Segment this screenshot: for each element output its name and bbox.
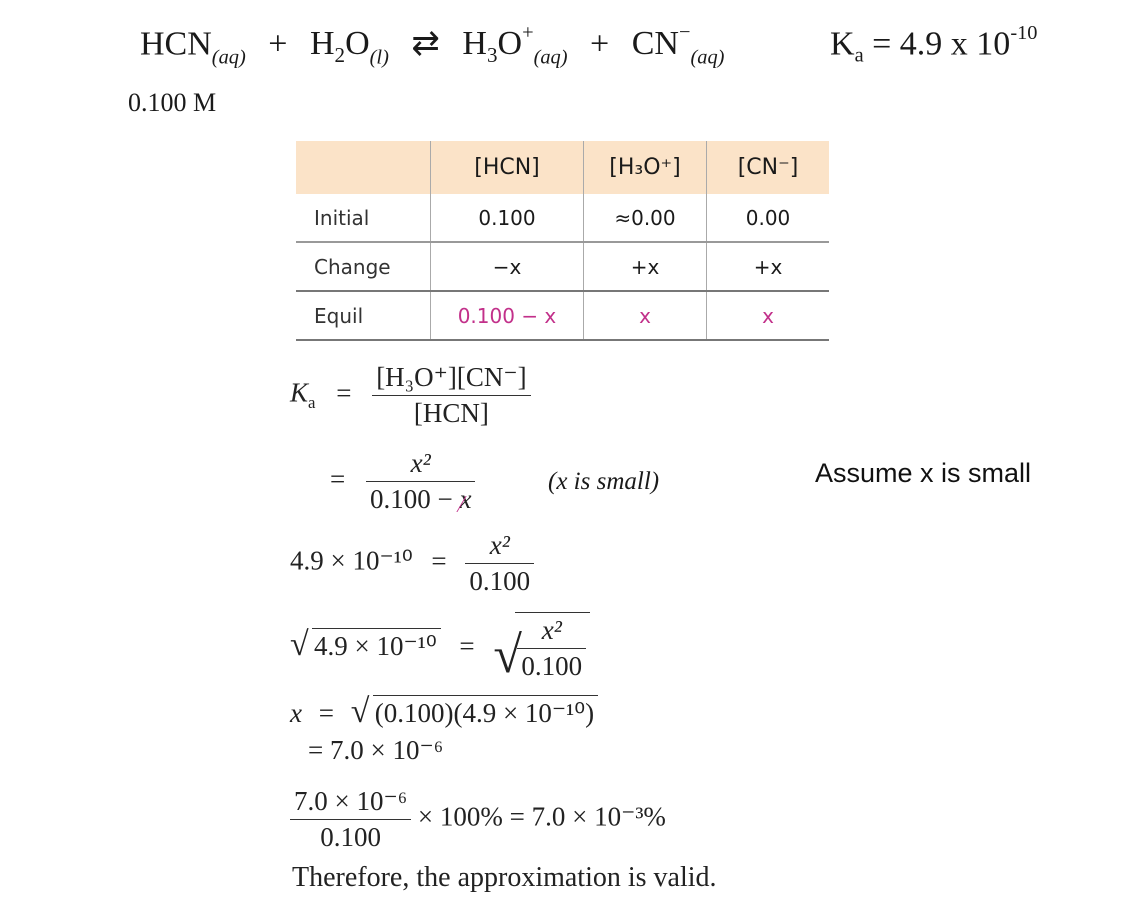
reaction-equation — [140, 22, 724, 69]
equation-x-solution: x = √ (0.100)(4.9 × 10⁻¹⁰) — [290, 695, 598, 729]
table-cell: +x — [707, 242, 830, 291]
state-label: (aq) — [690, 46, 725, 69]
table-cell: 0.00 — [707, 194, 830, 242]
header-cell — [296, 141, 431, 194]
table-cell: ≈0.00 — [584, 194, 707, 242]
cyanide-formula: CN− — [631, 22, 691, 63]
state-label: (l) — [369, 46, 389, 69]
table-cell: x — [584, 291, 707, 340]
header-cell: [H₃O⁺] — [584, 141, 707, 194]
hydronium-formula: $H_3O^+$ — [462, 22, 534, 68]
row-label: Equil — [296, 291, 431, 340]
table-row — [296, 194, 829, 242]
table-row — [296, 242, 829, 291]
header-cell: [HCN] — [431, 141, 584, 194]
row-label: Initial — [296, 194, 431, 242]
cancelled-x: x — [459, 484, 472, 514]
hcn-formula: HCN — [140, 25, 212, 63]
water-formula: $H_2O$ — [309, 25, 370, 68]
table-row — [296, 291, 829, 340]
ka-denominator: [HCN] — [372, 395, 530, 429]
table-cell: +x — [584, 242, 707, 291]
state-label: (aq) — [533, 46, 568, 69]
row-label: Change — [296, 242, 431, 291]
equilibrium-arrow: ⇄ — [411, 25, 440, 63]
plus-sign: + — [590, 25, 610, 63]
state-label: (aq) — [211, 46, 246, 69]
table-cell: 0.100 — [431, 194, 584, 242]
equation-square-root: √ 4.9 × 10⁻¹⁰ = √ $\frac{\text{x²}}{0.100}$ — [290, 612, 590, 682]
table-cell: −x — [431, 242, 584, 291]
conclusion-text: Therefore, the approximation is valid. — [292, 862, 717, 893]
equation-substituted: 4.9 × 10⁻¹⁰ = $\frac{\text{x²}}{0.100}$ — [290, 530, 534, 597]
ka-value: $K_a = 4.9$ x $10^{-10}$ — [830, 22, 1038, 67]
table-cell: 0.100 − x — [431, 291, 584, 340]
x-small-note: (x is small) — [548, 468, 660, 495]
x-result: = 7.0 × 10⁻⁶ — [308, 735, 444, 765]
percent-ionization: $\frac{\text{7.0 × 10⁻⁶}}{0.100}$ × 100% = 7.0 × 10⁻³% — [290, 786, 666, 853]
ice-table — [296, 141, 829, 341]
assume-note: Assume x is small — [815, 458, 1032, 488]
ka-numerator: [H₃O⁺][CN⁻] — [376, 362, 527, 392]
initial-concentration: 0.100 M — [128, 88, 217, 117]
table-cell: x — [707, 291, 830, 340]
table-header-row — [296, 141, 829, 194]
header-cell: [CN⁻] — [707, 141, 830, 194]
plus-sign: + — [268, 25, 288, 63]
ka-expression: $K_a$ = $\frac{\text{[H₃O⁺][CN⁻]}}{\text{[HCN]}}$ — [290, 362, 531, 429]
ka-substitution: = $\frac{\text{x²}}{0.100 - x}$ — [330, 448, 475, 515]
